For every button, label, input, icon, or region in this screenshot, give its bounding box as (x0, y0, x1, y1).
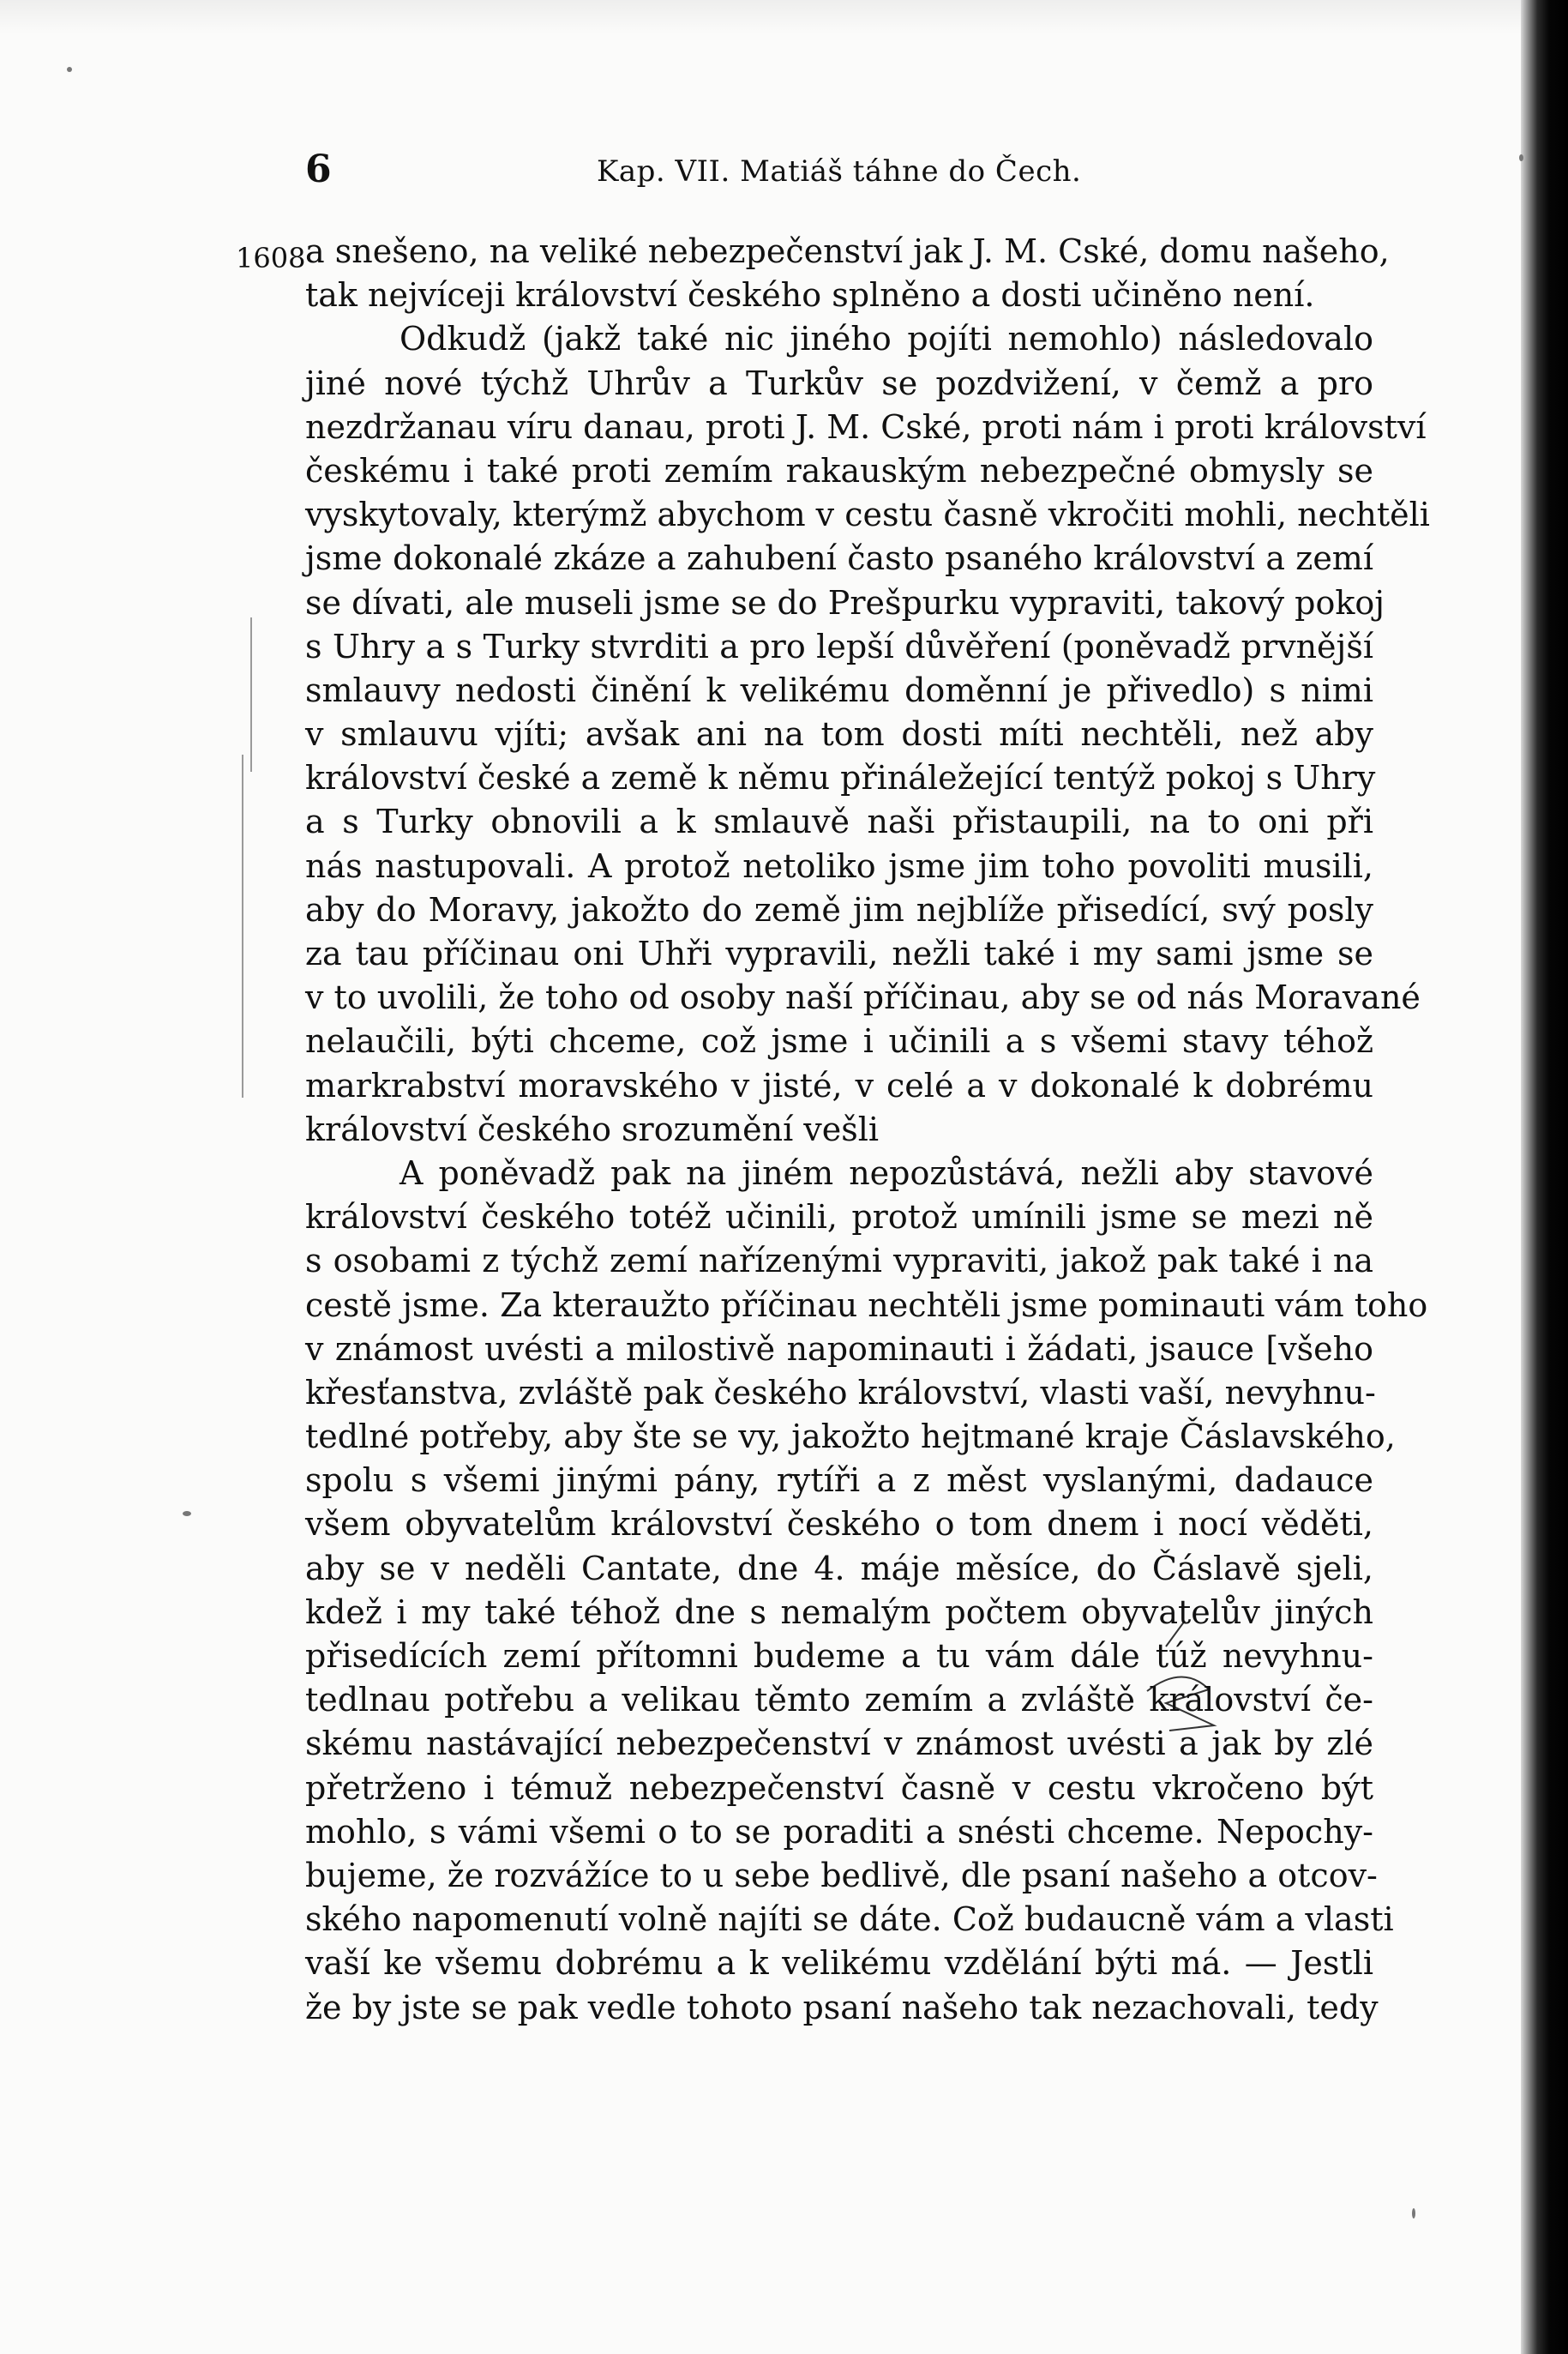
text-line: tedlnau potřebu a velikau těmto zemím a zvláště království če- (305, 1681, 1373, 1719)
text-line: nelaučili, býti chceme, což jsme i učinili a s všemi stavy téhož (305, 1022, 1373, 1061)
page-top-shading (0, 0, 1568, 34)
text-line: za tau příčinau oni Uhři vypravili, nežli také i my sami jsme se (305, 935, 1373, 972)
text-line: že by jste se pak vedle tohoto psaní našeho tak nezachovali, tedy (305, 1988, 1379, 2026)
page-number: 6 (305, 148, 332, 191)
text-line: Odkudž (jakž také nic jiného pojíti nemohlo) následovalo (400, 320, 1373, 358)
text-line: všem obyvatelům království českého o tom dnem i nocí věděti, (305, 1505, 1373, 1544)
text-line: jsme dokonalé zkáze a zahubení často psaného království a zemí (305, 539, 1373, 578)
text-line: mohlo, s vámi všemi o to se poraditi a snésti chceme. Nepochy- (305, 1812, 1373, 1851)
scan-speck (183, 1511, 191, 1516)
text-line: křesťanstva, zvláště pak českého království, vlasti vaší, nevyhnu- (305, 1373, 1376, 1412)
paragraph-1 (305, 230, 1390, 317)
text-line: českému i také proti zemím rakauským nebezpečné obmysly se (305, 451, 1373, 490)
scan-speck (1519, 154, 1523, 161)
margin-pencil-line (242, 755, 243, 1098)
text-line: kdež i my také téhož dne s nemalým počtem obyvatelův jiných (305, 1592, 1373, 1631)
text-line: smlauvy nedosti činění k velikému doměnní je přivedlo) s nimi (305, 671, 1373, 709)
paragraph-3 (305, 1152, 1428, 2030)
text-line: nezdržanau víru danau, proti J. M. Cské, proti nám i proti království (305, 407, 1427, 446)
text-line: přisedících zemí přítomni budeme a tu vám dále túž nevyhnu- (305, 1637, 1373, 1675)
text-line: s Uhry a s Turky stvrditi a pro lepší důvěření (poněvadž prvnější (305, 627, 1373, 665)
text-line: království českého srozumění vešli (305, 1110, 880, 1148)
text-line: A poněvadž pak na jiném nepozůstává, nežli aby stavové (400, 1153, 1373, 1192)
text-line: v známost uvésti a milostivě napominauti i žádati, jsauce [všeho (305, 1329, 1373, 1368)
text-line: a s Turky obnovili a k smlauvě naši přistaupili, na to oni při (305, 803, 1373, 841)
text-line: vyskytovaly, kterýmž abychom v cestu časně vkročiti mohli, nechtěli (305, 496, 1430, 534)
text-line: spolu s všemi jinými pány, rytíři a z měst vyslanými, dadauce (305, 1461, 1373, 1500)
text-line: ského napomenutí volně najíti se dáte. Což budaucně vám a vlasti (305, 1900, 1394, 1939)
text-line: se dívati, ale museli jsme se do Prešpurku vypraviti, takový pokoj (305, 583, 1385, 622)
text-line: s osobami z týchž zemí nařízenými vypraviti, jakož pak také i na (305, 1242, 1373, 1280)
text-line: skému nastávající nebezpečenství v známost uvésti a jak by zlé (305, 1725, 1373, 1763)
body-text (305, 230, 1430, 2030)
text-line: markrabství moravského v jisté, v celé a v dokonalé k dobrému (305, 1066, 1373, 1105)
text-line: cestě jsme. Za kteraužto příčinau nechtěli jsme pominauti vám toho (305, 1285, 1428, 1324)
text-line: v smlauvu vjíti; avšak ani na tom dosti míti nechtěli, než aby (305, 715, 1373, 754)
scan-right-edge (1521, 0, 1568, 2354)
paragraph-2 (305, 317, 1430, 1152)
text-line: jiné nové týchž Uhrův a Turkův se pozdvižení, v čemž a pro (305, 364, 1373, 402)
text-line: království českého totéž učinili, protož umínili jsme se mezi ně (305, 1198, 1373, 1237)
text-line: v to uvolili, že toho od osoby naší příčinau, aby se od nás Moravané (305, 978, 1421, 1017)
running-title: Kap. VII. Matiáš táhne do Čech. (597, 154, 1082, 189)
text-line: vaší ke všemu dobrému a k velikému vzdělání býti má. — Jestli (305, 1944, 1373, 1983)
text-line: aby do Moravy, jakožto do země jim nejblíže přisedící, svý posly (305, 890, 1373, 929)
page-header (305, 148, 1372, 199)
text-line: království české a země k němu přináležející tentýž pokoj s Uhry (305, 759, 1376, 798)
text-line: tedlné potřeby, aby šte se vy, jakožto hejtmané kraje Čáslavského, (305, 1418, 1396, 1456)
scan-speck (1412, 2208, 1415, 2219)
text-line: aby se v neděli Cantate, dne 4. máje měsíce, do Čáslavě sjeli, (305, 1549, 1373, 1587)
text-line: přetrženo i témuž nebezpečenství časně v cestu vkročeno být (305, 1768, 1373, 1807)
text-line: bujeme, že rozvážíce to u sebe bedlivě, dle psaní našeho a otcov- (305, 1856, 1378, 1894)
text-line: tak nejvíceji království českého splněno a dosti učiněno není. (305, 276, 1315, 315)
text-line: a snešeno, na veliké nebezpečenství jak J. M. Cské, domu našeho, (305, 232, 1390, 270)
scan-speck (67, 67, 72, 72)
margin-pencil-line (250, 617, 252, 772)
text-line: nás nastupovali. A protož netoliko jsme jim toho povoliti musili, (305, 846, 1373, 885)
margin-year-note: 1608 (236, 242, 306, 274)
